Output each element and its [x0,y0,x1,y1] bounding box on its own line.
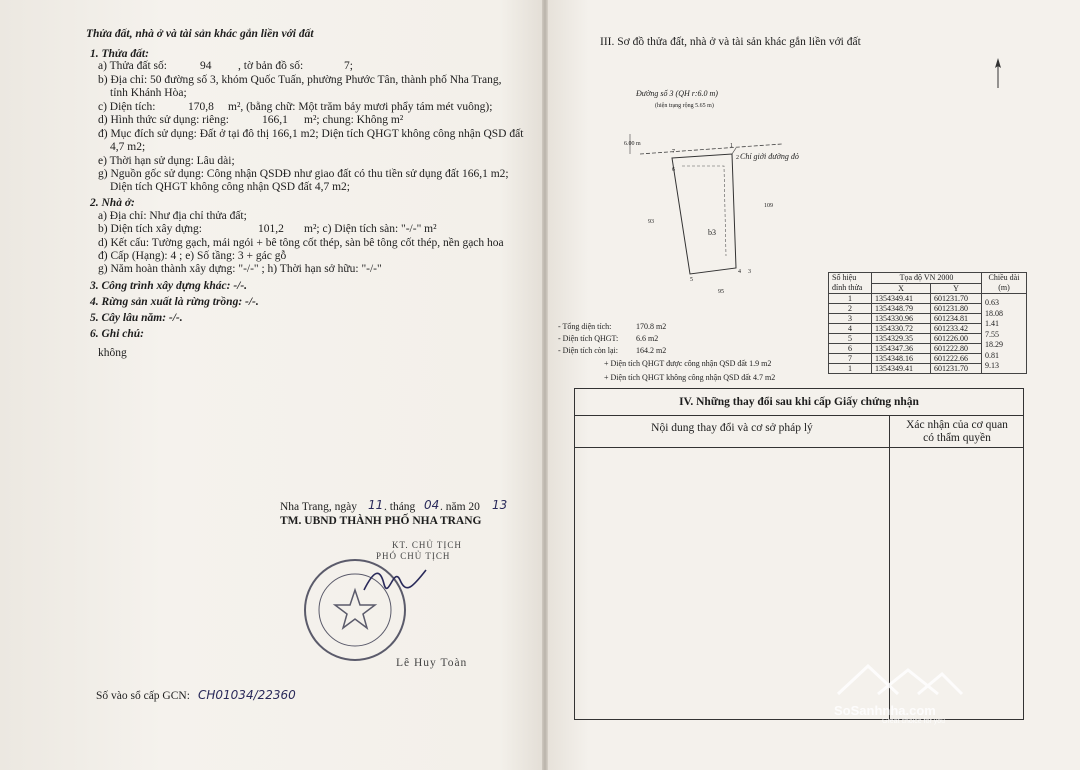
row-x: 1354348.79 [872,304,931,314]
row-y: 601231.70 [931,294,982,304]
vertex-2: 2 [736,155,739,161]
left-header: Thửa đất, nhà ở và tài sản khác gắn liền với đất [86,28,314,40]
row-id: 7 [829,354,872,364]
header-coords: Tọa độ VN 2000 [872,273,982,284]
length-value: 9.13 [985,361,999,370]
area-value: 170,8 [188,101,214,113]
date-month: 04 [424,498,440,512]
area-in-words: m², (bằng chữ: Một trăm bảy mươi phẩy tám mét vuông); [228,101,493,113]
row-y: 601231.70 [931,364,982,374]
header-y: Y [931,283,982,294]
changes-title: IV. Những thay đổi sau khi cấp Giấy chứng nhận [575,389,1023,416]
length-value: 0.81 [985,350,999,360]
section6: 6. Ghi chú: [90,328,144,340]
usage-origin-2: Diện tích QHGT không công nhận QSD đất 4,7 m2; [110,181,350,193]
row-id: 1 [829,294,872,304]
page-fold [542,0,548,770]
length-column [982,294,1027,374]
date-year: 13 [492,498,508,512]
address-line-2: tỉnh Khánh Hòa; [110,87,187,99]
house-logo-icon [834,660,964,696]
signer-role-pct: PHÓ CHỦ TỊCH [376,551,451,561]
parcel-code: b3 [708,228,716,237]
coordinate-table [828,272,1027,374]
row-id: 2 [829,304,872,314]
header-divider [575,447,1023,448]
remaining-area-value: 164.2 m2 [636,346,667,355]
usage-purpose-2: 4,7 m2; [110,141,146,153]
structure: d) Kết cấu: Tường gạch, mái ngói + bê tông cốt thép, sàn bê tông cốt thép, nền gạch hoa [98,237,504,249]
confirm-line-1: Xác nhận của cơ quan [906,419,1008,431]
row-id: 4 [829,324,872,334]
neighbor-right: 109 [764,203,773,209]
completion-year: g) Năm hoàn thành xây dựng: "-/-" ; h) Thời hạn sở hữu: "-/-" [98,263,382,275]
row-x: 1354330.72 [872,324,931,334]
table-row [829,294,1027,304]
usage-form-shared: m²; chung: Không m² [304,114,404,126]
usage-origin: g) Nguồn gốc sử dụng: Công nhận QSDĐ như giao đất có thu tiền sử dụng đất 166,1 m2; [98,168,509,180]
row-y: 601222.66 [931,354,982,364]
row-y: 601231.80 [931,304,982,314]
section4: 4. Rừng sản xuất là rừng trồng: -/-. [90,296,259,308]
date-prefix: Nha Trang, ngày [280,501,357,513]
section3-right-title: III. Sơ đồ thửa đất, nhà ở và tài sản khác gắn liền với đất [600,36,861,48]
qhgt-not-recognized: + Diện tích QHGT không công nhận QSD đất 4.7 m2 [604,373,776,382]
signature-mark [360,560,430,600]
usage-form-private: 166,1 [262,114,288,126]
road-width: 6.00 m [624,141,641,147]
vertex-4: 4 [738,269,741,275]
site-plan [620,86,790,286]
building-area-label: b) Diện tích xây dựng: [98,223,202,235]
registry-label: Số vào sổ cấp GCN: [96,690,190,702]
vertex-1: 1 [730,143,733,149]
boundary-label: Chỉ giới đường đỏ [740,152,799,161]
row-y: 601222.80 [931,344,982,354]
date-month-label: . tháng [384,501,416,513]
length-value: 0.63 [985,298,999,307]
floor-area: m²; c) Diện tích sàn: "-/-" m² [304,223,437,235]
map-sheet-number: 7; [344,60,353,72]
row-x: 1354347.36 [872,344,931,354]
total-area-value: 170.8 m2 [636,322,667,331]
row-y: 601226.00 [931,334,982,344]
grade-floors: đ) Cấp (Hạng): 4 ; e) Số tầng: 3 + gác gỗ [98,250,287,262]
north-arrow-icon [990,56,1006,90]
section1-title: 1. Thửa đất: [90,48,149,60]
neighbor-bottom: 95 [718,289,724,295]
row-x: 1354349.41 [872,364,931,374]
section2-title: 2. Nhà ở: [90,197,135,209]
length-value: 18.29 [985,340,1003,349]
changes-column-content: Nội dung thay đổi và cơ sở pháp lý [651,422,813,434]
length-value: 1.41 [985,319,999,328]
neighbor-left: 93 [648,219,654,225]
vertex-3: 3 [748,269,751,275]
row-id: 6 [829,344,872,354]
signer-name: Lê Huy Toàn [396,657,468,669]
note-text: không [98,347,127,359]
brand-watermark [834,660,964,725]
row-x: 1354330.96 [872,314,931,324]
row-y: 601233.42 [931,324,982,334]
row-x: 1354329.35 [872,334,931,344]
row-x: 1354348.16 [872,354,931,364]
qhgt-area-label: - Diện tích QHGT: [558,334,619,343]
changes-column-confirm [891,419,1023,445]
usage-form-label: d) Hình thức sử dụng: riêng: [98,114,229,126]
date-year-label: . năm 20 [440,501,480,513]
parcel-number: 94 [200,60,212,72]
road-sublabel: (hiện trạng rộng 5.65 m) [655,103,714,109]
signer-role-kt: KT. CHỦ TỊCH [392,540,462,550]
row-id: 5 [829,334,872,344]
usage-term: e) Thời hạn sử dụng: Lâu dài; [98,155,235,167]
road-label: Đường số 3 (QH r:6.0 m) [636,89,718,98]
row-y: 601234.81 [931,314,982,324]
brand-name: SoSanhnha.com [834,703,936,718]
date-day: 11 [368,498,384,512]
row-id: 3 [829,314,872,324]
table-header-row [829,273,1027,284]
area-label: c) Diện tích: [98,101,156,113]
row-id: 1 [829,364,872,374]
house-address: a) Địa chỉ: Như địa chỉ thửa đất; [98,210,247,222]
header-x: X [872,283,931,294]
length-value: 18.08 [985,308,1003,318]
section3: 3. Công trình xây dựng khác: -/-. [90,280,248,292]
parcel-label: a) Thửa đất số: [98,60,167,72]
row-x: 1354349.41 [872,294,931,304]
qhgt-recognized: + Diện tích QHGT được công nhận QSD đất 1.9 m2 [604,359,772,368]
address-line: b) Địa chỉ: 50 đường số 3, khóm Quốc Tuấn, phường Phước Tân, thành phố Nha Trang, [98,74,502,86]
registry-number: CH01034/22360 [198,688,296,702]
map-sheet-label: , tờ bản đồ số: [238,60,304,72]
vertex-6: 6 [672,167,675,173]
qhgt-area-value: 6.6 m2 [636,334,659,343]
confirm-line-2: có thẩm quyền [923,432,991,444]
vertex-5: 5 [690,277,693,283]
header-vertex: Số hiệu đỉnh thửa [829,273,872,294]
total-area-label: - Tổng diện tích: [558,322,612,331]
building-area-value: 101,2 [258,223,284,235]
length-value: 7.55 [985,329,999,339]
brand-tagline: Great choice for you [882,718,946,725]
section5: 5. Cây lâu năm: -/-. [90,312,183,324]
header-length: Chiều dài (m) [982,273,1027,294]
usage-purpose: đ) Mục đích sử dụng: Đất ở tại đô thị 166,1 m2; Diện tích QHGT không công nhận QSD đất [98,128,524,140]
remaining-area-label: - Diện tích còn lại: [558,346,618,355]
vertex-7: 7 [672,149,675,155]
issuing-authority: TM. UBND THÀNH PHỐ NHA TRANG [280,515,482,527]
